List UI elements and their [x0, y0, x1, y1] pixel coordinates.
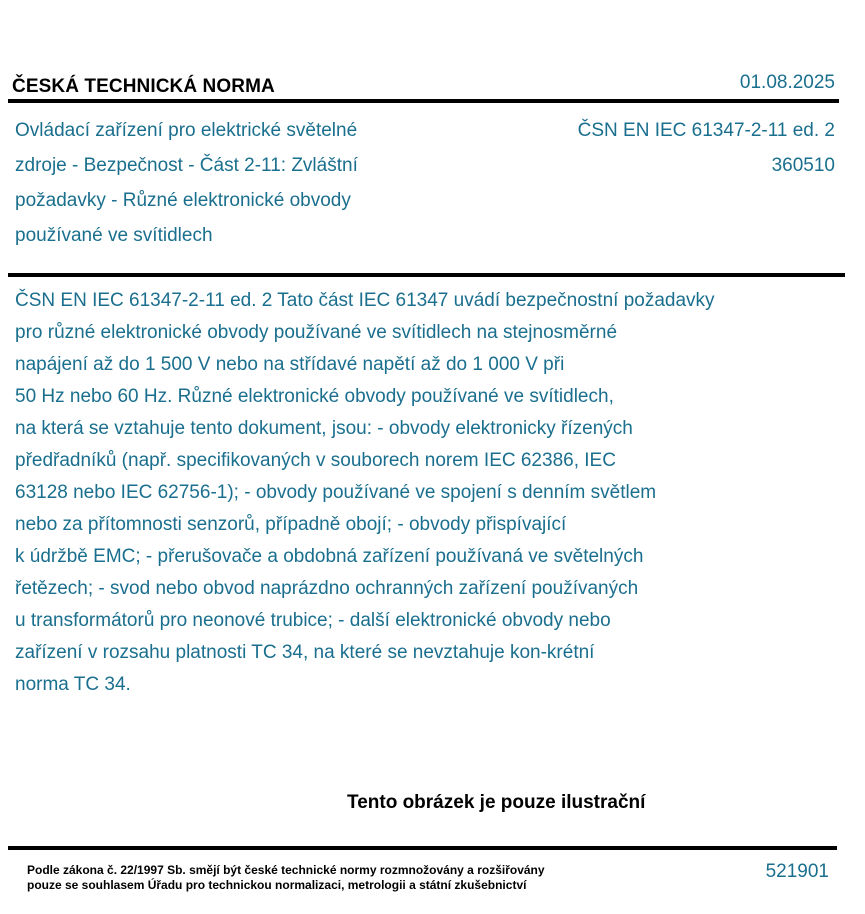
abstract-line: napájení až do 1 500 V nebo na střídavé napětí až do 1 000 V při [15, 354, 565, 375]
legal-notice [27, 863, 545, 893]
classification-code: 360510 [771, 155, 835, 176]
abstract-line: nebo za přítomnosti senzorů, případně obojí; - obvody přispívající [15, 514, 567, 535]
abstract-line: na která se vztahuje tento dokument, jsou: - obvody elektronicky řízených [15, 418, 633, 439]
standard-title-line: používané ve svítidlech [15, 225, 213, 246]
abstract-line: k údržbě EMC; - přerušovače a obdobná zařízení používaná ve světelných [15, 546, 644, 567]
abstract-line: řetězech; - svod nebo obvod naprázdno ochranných zařízení používaných [15, 578, 639, 599]
legal-notice-line: Podle zákona č. 22/1997 Sb. smějí být české technické normy rozmnožovány a rozšiřovány [27, 863, 545, 877]
document-heading: ČESKÁ TECHNICKÁ NORMA [12, 76, 275, 97]
standard-title [15, 113, 435, 253]
document-number: 521901 [765, 861, 829, 882]
abstract-line: zařízení v rozsahu platnosti TC 34, na které se nevztahuje kon-krétní [15, 642, 595, 663]
middle-divider [8, 273, 845, 277]
abstract-line: 50 Hz nebo 60 Hz. Různé elektronické obvody používané ve svítidlech, [15, 386, 614, 407]
abstract-line: norma TC 34. [15, 674, 131, 695]
standard-title-line: Ovládací zařízení pro elektrické světelné [15, 120, 358, 141]
abstract-line: 63128 nebo IEC 62756-1); - obvody používané ve spojení s denním světlem [15, 482, 657, 503]
abstract-text [15, 285, 815, 701]
standard-identification [578, 113, 835, 183]
legal-notice-line: pouze se souhlasem Úřadu pro technickou normalizaci, metrologii a státní zkušebnictví [27, 878, 527, 892]
abstract-line: předřadníků (např. specifikovaných v souborech norem IEC 62386, IEC [15, 450, 616, 471]
illustration-disclaimer: Tento obrázek je pouze ilustrační [347, 792, 646, 813]
top-divider [8, 99, 839, 103]
abstract-line: pro různé elektronické obvody používané ve svítidlech na stejnosměrné [15, 322, 618, 343]
bottom-divider [8, 846, 837, 850]
standard-title-line: požadavky - Různé elektronické obvody [15, 190, 351, 211]
abstract-line: u transformátorů pro neonové trubice; - další elektronické obvody nebo [15, 610, 611, 631]
abstract-line: ČSN EN IEC 61347-2-11 ed. 2 Tato část IEC 61347 uvádí bezpečnostní požadavky [15, 290, 715, 311]
standard-designation: ČSN EN IEC 61347-2-11 ed. 2 [577, 120, 835, 141]
standard-title-line: zdroje - Bezpečnost - Část 2-11: Zvláštní [15, 155, 358, 176]
publication-date: 01.08.2025 [739, 72, 835, 93]
